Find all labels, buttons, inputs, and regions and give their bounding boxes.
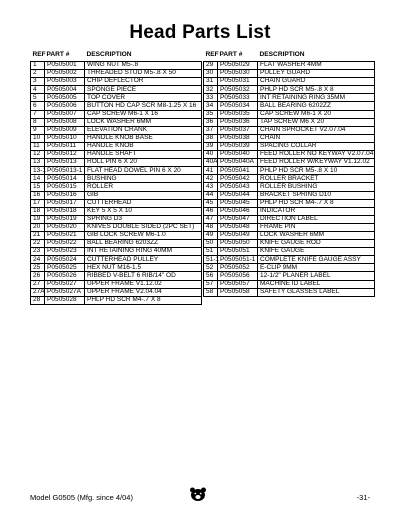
page-title: Head Parts List: [129, 22, 271, 43]
part-number-cell: P0505040: [218, 151, 258, 159]
part-number-cell: P0505027: [45, 280, 85, 288]
table-row: [31, 94, 202, 102]
description-cell: SPACING COLLAR: [258, 142, 375, 150]
part-number-cell: P0505032: [218, 86, 258, 94]
part-number-cell: P0505002: [45, 70, 85, 78]
part-number-cell: P0505037: [218, 126, 258, 134]
table-row: [204, 118, 375, 126]
table-header-row: [204, 51, 375, 62]
part-number-cell: P0505026: [45, 272, 85, 280]
description-cell: TAP SCREW M6 X 20: [258, 118, 375, 126]
table-row: [204, 142, 375, 150]
description-cell: SPONGE PIECE: [85, 86, 202, 94]
table-row: [31, 86, 202, 94]
ref-cell: 19: [31, 215, 45, 223]
part-number-cell: P0505012: [45, 151, 85, 159]
description-cell: FLAT WASHER 4MM: [258, 62, 375, 70]
part-number-cell: P0505013: [45, 159, 85, 167]
description-cell: HANDLE KNOB: [85, 142, 202, 150]
description-cell: FLAT HEAD DOWEL PIN 6 X 20: [85, 167, 202, 175]
ref-cell: 3: [31, 78, 45, 86]
ref-cell: 35: [204, 110, 218, 118]
ref-cell: 13: [31, 159, 45, 167]
part-number-cell: P0505045: [218, 199, 258, 207]
part-number-cell: P0505049: [218, 231, 258, 239]
description-cell: COMPLETE KNIFE GAUGE ASSY: [258, 256, 375, 264]
table-row: [31, 240, 202, 248]
part-number-cell: P0505006: [45, 102, 85, 110]
table-row: [31, 207, 202, 215]
description-cell: HANDLE SHAFT: [85, 151, 202, 159]
ref-cell: 50: [204, 240, 218, 248]
description-cell: KEY 5 X 5 X 10: [85, 207, 202, 215]
ref-cell: 44: [204, 191, 218, 199]
ref-cell: 51-1: [204, 256, 218, 264]
ref-cell: 47: [204, 215, 218, 223]
description-cell: 12-1/2" PLANER LABEL: [258, 272, 375, 280]
part-number-cell: P0505034: [218, 102, 258, 110]
description-cell: GIB LOCK SCREW M6-1.0: [85, 231, 202, 239]
ref-cell: 39: [204, 142, 218, 150]
description-cell: FRAME PIN: [258, 223, 375, 231]
ref-cell: 38: [204, 134, 218, 142]
ref-cell: 9: [31, 126, 45, 134]
ref-cell: 24: [31, 256, 45, 264]
ref-cell: 49: [204, 231, 218, 239]
description-cell: CHAIN: [258, 134, 375, 142]
ref-cell: 25: [31, 264, 45, 272]
table-row: [204, 240, 375, 248]
part-number-cell: P0505010: [45, 134, 85, 142]
ref-cell: 22: [31, 240, 45, 248]
ref-cell: 26: [31, 272, 45, 280]
part-number-cell: P0505048: [218, 223, 258, 231]
part-number-cell: P0505058: [218, 288, 258, 296]
description-cell: UPPER FRAME V2.04.04: [85, 288, 202, 296]
ref-cell: 4: [31, 86, 45, 94]
description-column-header: DESCRIPTION: [259, 50, 305, 58]
part-column-header: PART #: [219, 50, 243, 58]
description-cell: CUTTERHEAD: [85, 199, 202, 207]
table-row: [31, 280, 202, 288]
ref-cell: 1: [31, 62, 45, 70]
parts-table-left: [30, 51, 202, 305]
ref-cell: 6: [31, 102, 45, 110]
part-number-cell: P0505023: [45, 248, 85, 256]
page-number: -31-: [356, 493, 370, 502]
table-row: [204, 223, 375, 231]
table-row: [204, 167, 375, 175]
table-row: [31, 118, 202, 126]
table-row: [204, 248, 375, 256]
table-row: [204, 86, 375, 94]
part-number-cell: P0505009: [45, 126, 85, 134]
table-row: [204, 215, 375, 223]
description-cell: CUTTERHEAD PULLEY: [85, 256, 202, 264]
description-cell: ROLL PIN 6 X 20: [85, 159, 202, 167]
description-cell: TOP COVER: [85, 94, 202, 102]
ref-cell: 11: [31, 142, 45, 150]
table-row: [204, 102, 375, 110]
part-number-cell: P0505015: [45, 183, 85, 191]
part-number-cell: P0505051: [218, 248, 258, 256]
ref-cell: 41: [204, 167, 218, 175]
part-number-cell: P0505017: [45, 199, 85, 207]
ref-cell: 10: [31, 134, 45, 142]
table-row: [31, 78, 202, 86]
table-row: [31, 167, 202, 175]
table-row: [31, 231, 202, 239]
ref-cell: 15: [31, 183, 45, 191]
description-cell: BRACKET SPRING D10: [258, 191, 375, 199]
ref-cell: 27: [31, 280, 45, 288]
table-row: [204, 126, 375, 134]
ref-cell: 18: [31, 207, 45, 215]
ref-cell: 16: [31, 191, 45, 199]
description-cell: WING NUT M5-.8: [85, 62, 202, 70]
table-row: [31, 223, 202, 231]
description-cell: LOCK WASHER 6MM: [85, 118, 202, 126]
ref-cell: 13-1: [31, 167, 45, 175]
table-row: [31, 256, 202, 264]
ref-cell: 56: [204, 272, 218, 280]
table-row: [31, 151, 202, 159]
part-number-cell: P0505038: [218, 134, 258, 142]
part-number-cell: P0505041: [218, 167, 258, 175]
table-row: [204, 94, 375, 102]
part-number-cell: P0505043: [218, 183, 258, 191]
ref-cell: 45: [204, 199, 218, 207]
part-number-cell: P0505013-1: [45, 167, 85, 175]
part-number-cell: P0505020: [45, 223, 85, 231]
ref-column-header: REF: [205, 50, 219, 58]
part-number-cell: P0505030: [218, 70, 258, 78]
part-number-cell: P0505033: [218, 94, 258, 102]
description-cell: FEED ROLLER NO KEYWAY V2.07.04: [258, 151, 375, 159]
part-number-cell: P0505040A: [218, 159, 258, 167]
ref-cell: 20: [31, 223, 45, 231]
ref-cell: 30: [204, 70, 218, 78]
description-cell: ROLLER BUSHING: [258, 183, 375, 191]
description-cell: INT RETAINING RING 40MM: [85, 248, 202, 256]
description-cell: ELEVATION CRANK: [85, 126, 202, 134]
part-number-cell: P0505050: [218, 240, 258, 248]
table-row: [31, 191, 202, 199]
part-number-cell: P0505035: [218, 110, 258, 118]
table-row: [204, 134, 375, 142]
table-row: [31, 175, 202, 183]
table-row: [204, 110, 375, 118]
ref-cell: 46: [204, 207, 218, 215]
description-cell: PHLP HD SCR M4-.7 X 8: [85, 296, 202, 304]
ref-cell: 23: [31, 248, 45, 256]
table-row: [204, 199, 375, 207]
description-cell: INDICATOR: [258, 207, 375, 215]
description-cell: RIBBED V-BELT 6 RIB/14" OD: [85, 272, 202, 280]
table-row: [31, 199, 202, 207]
ref-cell: 8: [31, 118, 45, 126]
description-cell: CHIP DEFLECTOR: [85, 78, 202, 86]
part-number-cell: P0505031: [218, 78, 258, 86]
description-cell: THREADED STUD M5-.8 X 50: [85, 70, 202, 78]
part-number-cell: P0505001: [45, 62, 85, 70]
table-row: [31, 102, 202, 110]
part-number-cell: P0505007: [45, 110, 85, 118]
part-number-cell: P0505019: [45, 215, 85, 223]
description-cell: HANDLE KNOB BASE: [85, 134, 202, 142]
part-number-cell: P0505042: [218, 175, 258, 183]
table-row: [31, 134, 202, 142]
description-cell: SPRING D3: [85, 215, 202, 223]
ref-cell: 48: [204, 223, 218, 231]
table-row: [204, 70, 375, 78]
table-header-row: [31, 51, 202, 62]
part-number-cell: P0505005: [45, 94, 85, 102]
ref-cell: 57: [204, 280, 218, 288]
ref-column-header: REF: [32, 50, 46, 58]
description-cell: KNIVES DOUBLE SIDED (2PC SET): [85, 223, 202, 231]
ref-cell: 21: [31, 231, 45, 239]
table-row: [31, 296, 202, 304]
part-number-cell: P0505014: [45, 175, 85, 183]
part-number-cell: P0505051-1: [218, 256, 258, 264]
part-number-cell: P0505046: [218, 207, 258, 215]
part-number-cell: P0505024: [45, 256, 85, 264]
description-cell: BUSHING: [85, 175, 202, 183]
description-cell: DIRECTION LABEL: [258, 215, 375, 223]
footer-model: Model G0505 (Mfg. since 4/04): [30, 493, 133, 502]
part-number-cell: P0505022: [45, 240, 85, 248]
ref-cell: 58: [204, 288, 218, 296]
part-column-header: PART #: [46, 50, 70, 58]
description-cell: INT RETAINING RING 35MM: [258, 94, 375, 102]
part-number-cell: P0505029: [218, 62, 258, 70]
part-number-cell: P0505056: [218, 272, 258, 280]
ref-cell: 5: [31, 94, 45, 102]
description-cell: CAP SCREW M6-1 X 16: [85, 110, 202, 118]
description-cell: CAP SCREW M6-1 X 20: [258, 110, 375, 118]
table-row: [204, 256, 375, 264]
ref-cell: 36: [204, 118, 218, 126]
grizzly-bear-logo-icon: [189, 487, 207, 501]
table-row: [31, 288, 202, 296]
table-row: [204, 231, 375, 239]
ref-cell: 37: [204, 126, 218, 134]
ref-cell: 31: [204, 78, 218, 86]
ref-cell: 33: [204, 94, 218, 102]
table-row: [204, 280, 375, 288]
description-cell: ROLLER BRACKET: [258, 175, 375, 183]
part-number-cell: P0505018: [45, 207, 85, 215]
table-row: [204, 264, 375, 272]
description-cell: BALL BEARING 6202ZZ: [258, 102, 375, 110]
description-column-header: DESCRIPTION: [86, 50, 132, 58]
table-row: [31, 248, 202, 256]
ref-cell: 2: [31, 70, 45, 78]
table-row: [204, 151, 375, 159]
part-number-cell: P0505036: [218, 118, 258, 126]
description-cell: SAFETY GLASSES LABEL: [258, 288, 375, 296]
description-cell: BUTTON HD CAP SCR M8-1.25 X 16: [85, 102, 202, 110]
ref-cell: 40: [204, 151, 218, 159]
ref-cell: 14: [31, 175, 45, 183]
part-number-cell: P0505028: [45, 296, 85, 304]
ref-cell: 32: [204, 86, 218, 94]
table-row: [31, 70, 202, 78]
part-number-cell: P0505004: [45, 86, 85, 94]
table-row: [204, 62, 375, 70]
part-number-cell: P0505016: [45, 191, 85, 199]
ref-cell: 27A: [31, 288, 45, 296]
part-number-cell: P0505044: [218, 191, 258, 199]
table-row: [204, 159, 375, 167]
description-cell: PULLEY GUARD: [258, 70, 375, 78]
description-cell: CHAIN GUARD: [258, 78, 375, 86]
description-cell: LOCK WASHER 6MM: [258, 231, 375, 239]
description-cell: UPPER FRAME V1.12.02: [85, 280, 202, 288]
part-number-cell: P0505047: [218, 215, 258, 223]
parts-table-right: [203, 51, 375, 297]
part-number-cell: P0505039: [218, 142, 258, 150]
table-row: [31, 126, 202, 134]
part-number-cell: P0505057: [218, 280, 258, 288]
description-cell: KNIFE GAUGE ROD: [258, 240, 375, 248]
description-cell: MACHINE ID LABEL: [258, 280, 375, 288]
table-row: [204, 288, 375, 296]
part-number-cell: P0505008: [45, 118, 85, 126]
table-row: [31, 183, 202, 191]
ref-cell: 12: [31, 151, 45, 159]
ref-cell: 17: [31, 199, 45, 207]
ref-cell: 42: [204, 175, 218, 183]
table-row: [31, 215, 202, 223]
part-number-cell: P0505027A: [45, 288, 85, 296]
part-number-cell: P0505011: [45, 142, 85, 150]
description-cell: FEED ROLLER W/KEYWAY V1.12.02: [258, 159, 375, 167]
part-number-cell: P0505052: [218, 264, 258, 272]
table-row: [204, 207, 375, 215]
table-row: [31, 110, 202, 118]
ref-cell: 34: [204, 102, 218, 110]
parts-table-right-body: [204, 62, 375, 297]
description-cell: PHLP HD SCR M5-.8 X 8: [258, 86, 375, 94]
table-row: [31, 272, 202, 280]
description-cell: PHLP HD SCR M5-.8 X 10: [258, 167, 375, 175]
ref-cell: 43: [204, 183, 218, 191]
table-row: [204, 191, 375, 199]
table-row: [204, 175, 375, 183]
ref-cell: 52: [204, 264, 218, 272]
description-cell: PHLP HD SCR M4-.7 X 8: [258, 199, 375, 207]
table-row: [31, 264, 202, 272]
description-cell: BALL BEARING 6203ZZ: [85, 240, 202, 248]
ref-cell: 40A: [204, 159, 218, 167]
ref-cell: 51: [204, 248, 218, 256]
description-cell: ROLLER: [85, 183, 202, 191]
description-cell: E-CLIP 9MM: [258, 264, 375, 272]
table-row: [31, 62, 202, 70]
table-row: [204, 78, 375, 86]
table-row: [204, 183, 375, 191]
description-cell: CHAIN SPROCKET V2.07.04: [258, 126, 375, 134]
ref-cell: 28: [31, 296, 45, 304]
part-number-cell: P0505003: [45, 78, 85, 86]
description-cell: KNIFE GAUGE: [258, 248, 375, 256]
ref-cell: 29: [204, 62, 218, 70]
parts-table-left-body: [31, 62, 202, 305]
part-number-cell: P0505021: [45, 231, 85, 239]
description-cell: HEX NUT M16-1.5: [85, 264, 202, 272]
table-row: [204, 272, 375, 280]
description-cell: GIB: [85, 191, 202, 199]
table-row: [31, 159, 202, 167]
part-number-cell: P0505025: [45, 264, 85, 272]
table-row: [31, 142, 202, 150]
ref-cell: 7: [31, 110, 45, 118]
